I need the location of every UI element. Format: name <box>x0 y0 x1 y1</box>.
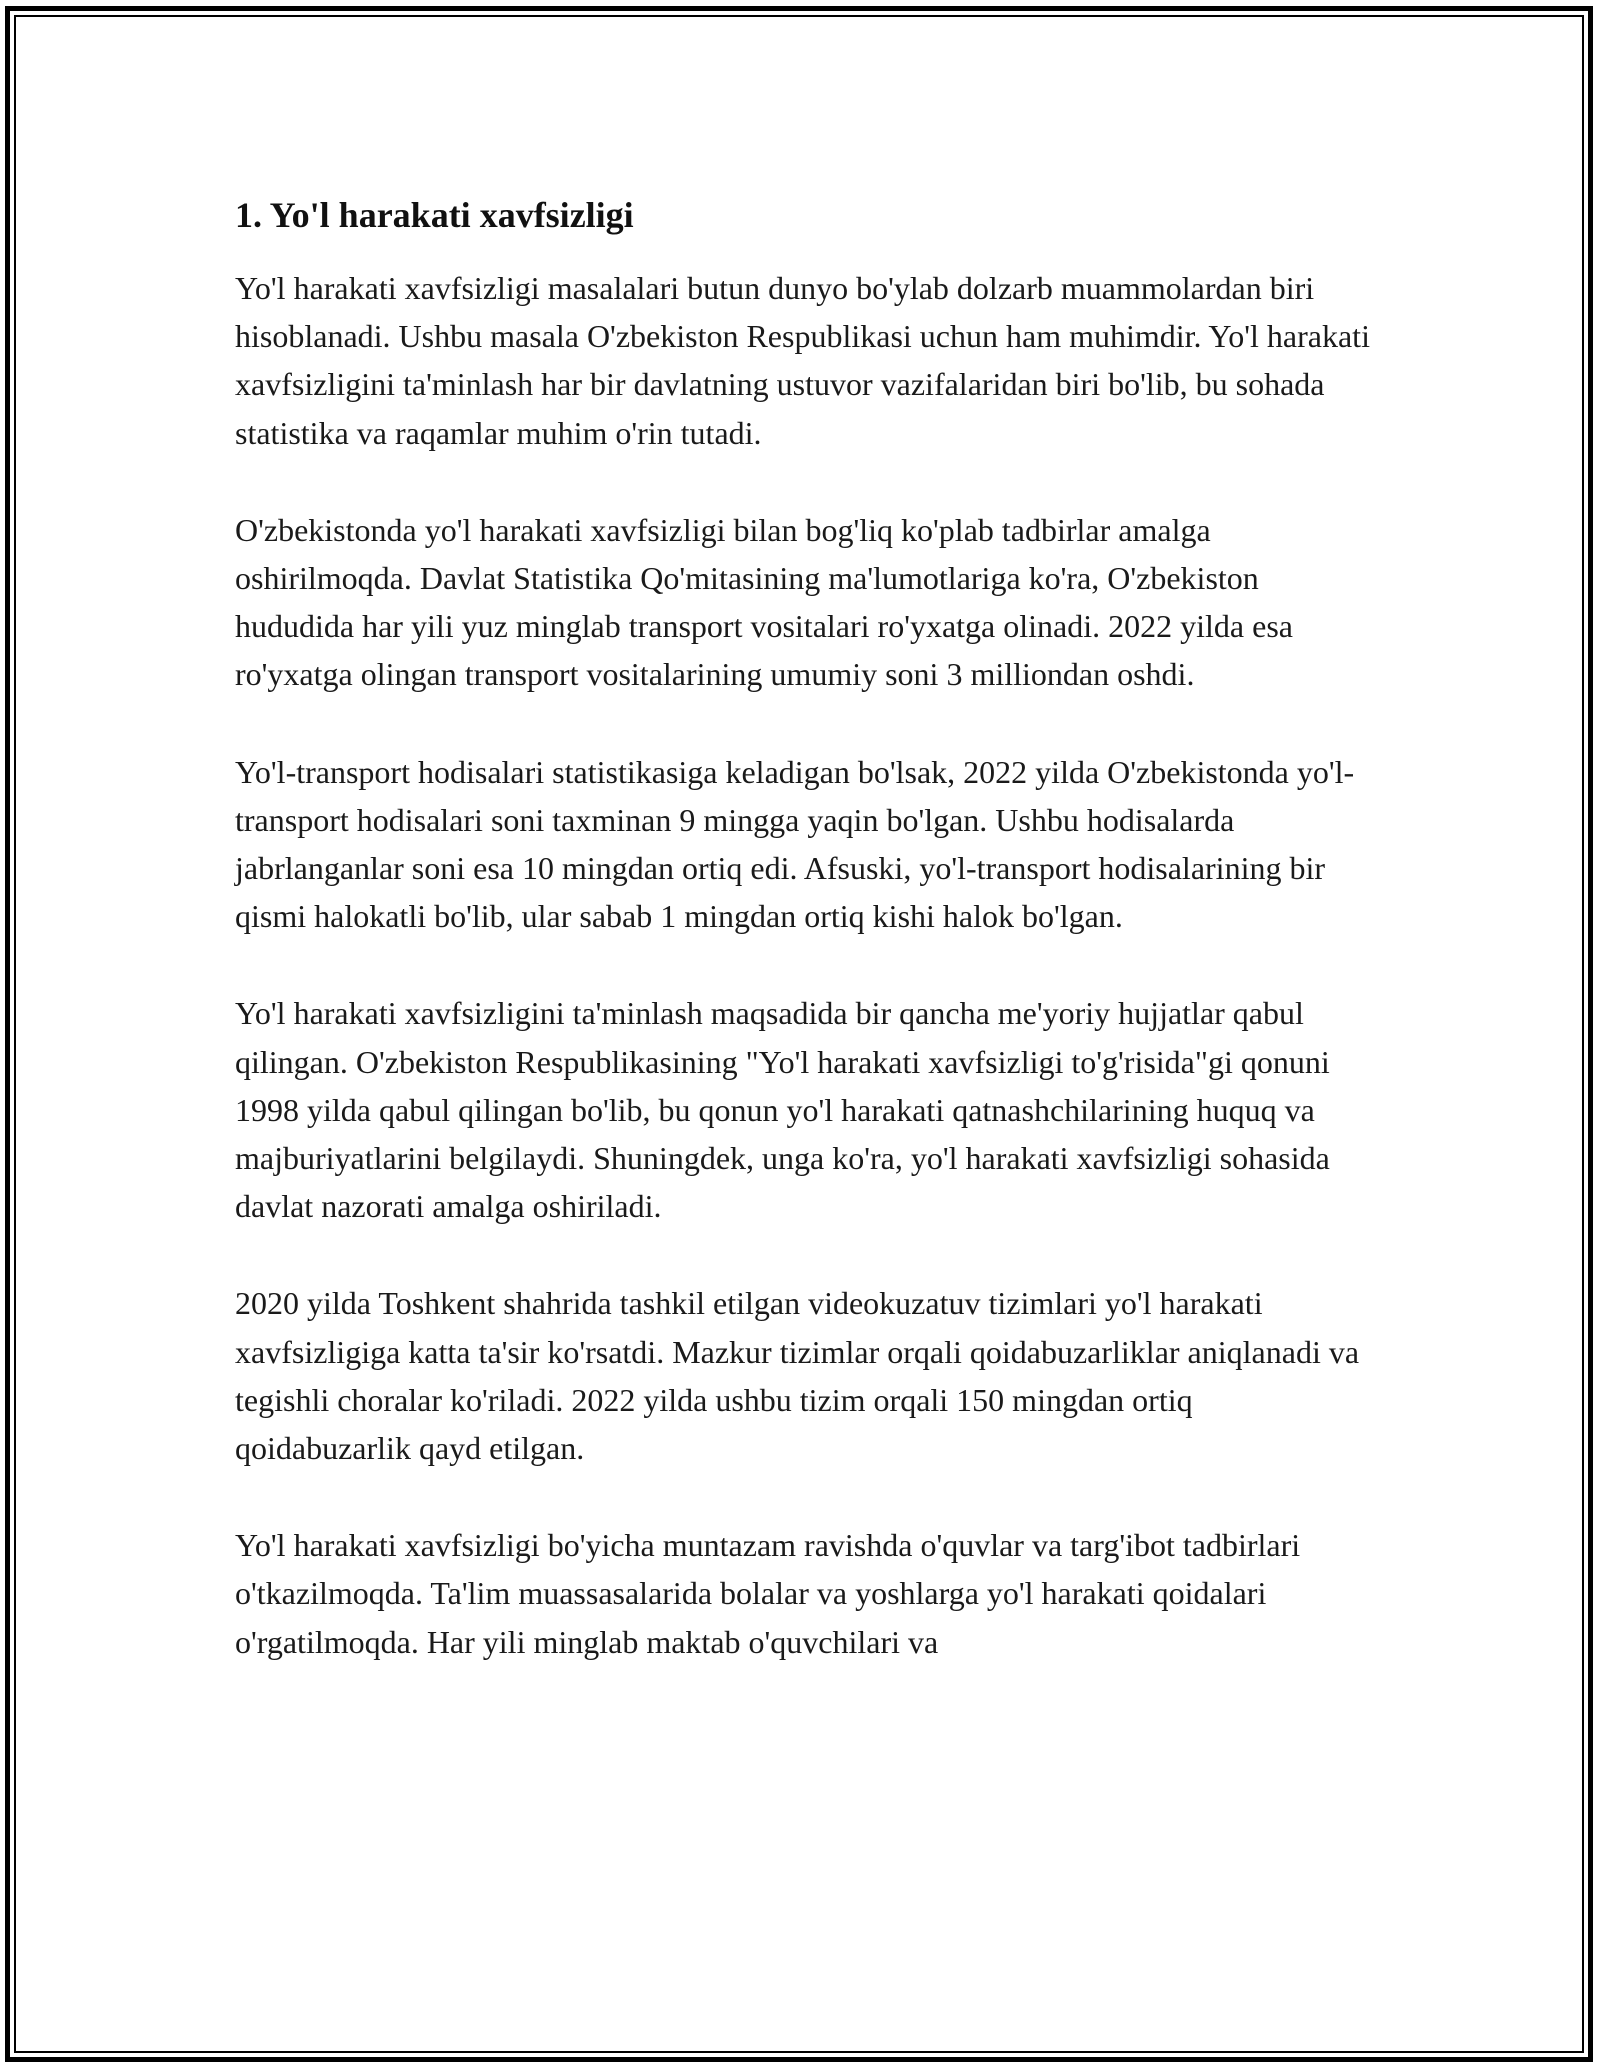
paragraph-5: 2020 yilda Toshkent shahrida tashkil etilgan videokuzatuv tizimlari yo'l harakati xavfsizligiga katta ta'sir ko'rsatdi. Mazkur tizimlar orqali qoidabuzarliklar aniqlanadi va tegishli choralar ko'riladi. 2022 yilda ushbu tizim orqali 150 mingdan ortiq qoidabuzarlik qayd etilgan. <box>235 1285 1360 1467</box>
document-body <box>235 188 1370 1715</box>
paragraph-6: Yo'l harakati xavfsizligi bo'yicha muntazam ravishda o'quvlar va targ'ibot tadbirlari o'tkazilmoqda. Ta'lim muassasalarida bolalar va yoshlarga yo'l harakati qoidalari o'rgatilmoqda. Har yili minglab maktab o'quvchilari va <box>235 1527 1301 1660</box>
section-heading: 1. Yo'l harakati xavfsizligi <box>235 195 634 235</box>
paragraph-4: Yo'l harakati xavfsizligini ta'minlash maqsadida bir qancha me'yoriy hujjatlar qabul qilingan. O'zbekiston Respublikasining "Yo'l harakati xavfsizligi to'g'risida"gi qonuni 1998 yilda qabul qilingan bo'lib, bu qonun yo'l harakati qatnashchilarining huquq va majburiyatlarini belgilaydi. Shuningdek, unga ko'ra, yo'l harakati xavfsizligi sohasida davlat nazorati amalga oshiriladi. <box>235 995 1330 1225</box>
paragraph-3: Yo'l-transport hodisalari statistikasiga keladigan bo'lsak, 2022 yilda O'zbekistonda yo'l-transport hodisalari soni taxminan 9 mingga yaqin bo'lgan. Ushbu hodisalarda jabrlanganlar soni esa 10 mingdan ortiq edi. Afsuski, yo'l-transport hodisalarining bir qismi halokatli bo'lib, ular sabab 1 mingdan ortiq kishi halok bo'lgan. <box>235 753 1355 935</box>
paragraph-1: Yo'l harakati xavfsizligi masalalari butun dunyo bo'ylab dolzarb muammolardan biri hisoblanadi. Ushbu masala O'zbekiston Respublikasi uchun ham muhimdir. Yo'l harakati xavfsizligini ta'minlash har bir davlatning ustuvor vazifalaridan biri bo'lib, bu sohada statistika va raqamlar muhim o'rin tutadi. <box>235 270 1370 451</box>
paragraph-2: O'zbekistonda yo'l harakati xavfsizligi bilan bog'liq ko'plab tadbirlar amalga oshirilmoqda. Davlat Statistika Qo'mitasining ma'lumotlariga ko'ra, O'zbekiston hududida har yili yuz minglab transport vositalari ro'yxatga olinadi. 2022 yilda esa ro'yxatga olingan transport vositalarining umumiy soni 3 milliondan oshdi. <box>235 511 1293 693</box>
